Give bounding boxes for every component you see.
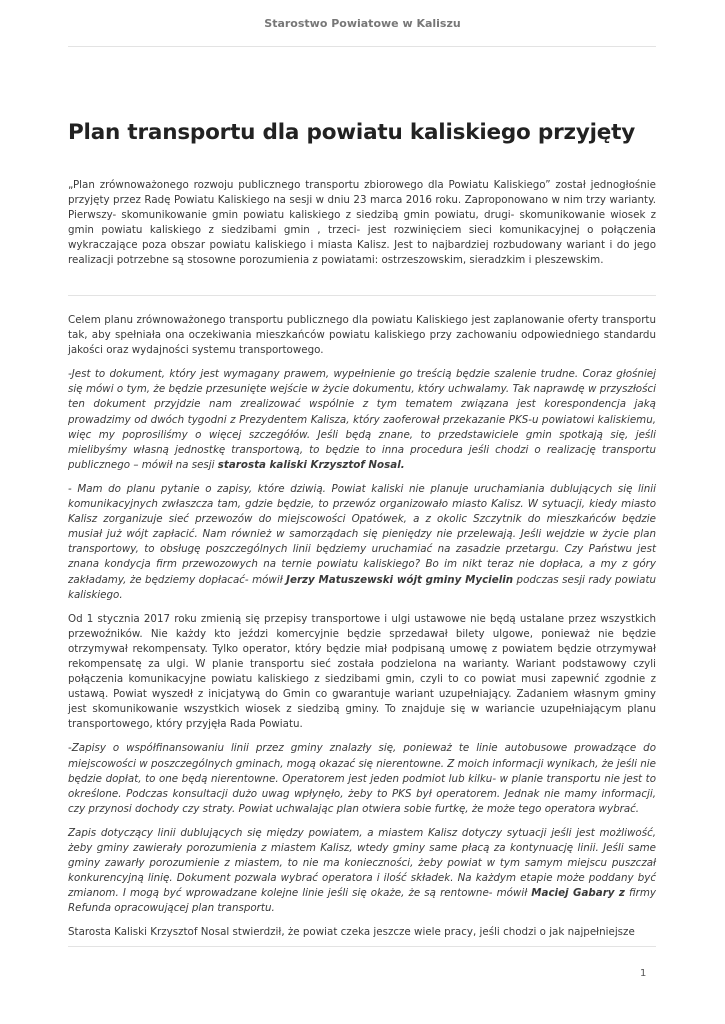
article-title: Plan transportu dla powiatu kaliskiego przyjęty	[68, 120, 636, 145]
quote-4-text: Zapis dotyczący linii dublujących się między powiatem, a miastem Kalisz dotyczy sytuacji jeśli jest możliwość, żeby gminy zawierały porozumienia z miastem Kalisz, wtedy gminy same płacą za kontynuację linii. Jeśli same gminy zawarły porozumienie z miastem, to nie ma konieczności, żeby powiat w tym samym miejscu puszczał konkurencyjną linię. Dokument pozwala wybrać operatora i ilość składek. Na każdym etapie może poddany być zmianom. I mogą być wprowadzane kolejne linie jeśli się okaże, że są rentowne- mówił	[68, 826, 656, 900]
page-number: 1	[640, 968, 647, 979]
quote-paragraph-3: -Zapisy o współfinansowaniu linii przez gminy znalazły się, ponieważ te linie autobusowe prowadzące do miejscowości w poszczególnych gminach, mogą okazać się nierentowne. Z moich informacji wynikach, że jeśli nie będzie dopłat, to one będą nierentowne. Operatorem jest jeden podmiot lub kilku- w planie transportu nie jest to określone. Podczas konsultacji dużo uwag wpłynęło, żeby to PKS był operatorem. Jednak nie mamy informacji, czy przynosi dochody czy straty. Powiat uchwalając plan otwiera sobie furtkę, że może tego operatora wybrać.	[68, 742, 656, 815]
footer-divider	[68, 946, 656, 947]
body-paragraph-1: Celem planu zrównoważonego transportu publicznego dla powiatu Kaliskiego jest zaplanowanie oferty transportu tak, aby spełniała ona oczekiwania mieszkańców powiatu kaliskiego przy zachowaniu odpowiedniego standardu jakości oraz wydajności systemu transportowego.	[68, 314, 656, 357]
lead-divider	[68, 295, 656, 296]
header-divider	[68, 46, 656, 47]
body-paragraph-3: Starosta Kaliski Krzysztof Nosal stwierdził, że powiat czeka jeszcze wiele pracy, jeśli chodzi o jak najpełniejsze	[68, 926, 635, 939]
quote-paragraph-2	[68, 482, 656, 603]
quote-2-tail: podczas sesji rady powiatu kaliskiego.	[68, 573, 657, 601]
quote-4-tail: firmy Refunda opracowującej plan transportu.	[68, 887, 656, 915]
page-header: Starostwo Powiatowe w Kaliszu	[264, 17, 461, 30]
body-paragraph-2: Od 1 stycznia 2017 roku zmienią się przepisy transportowe i ulgi ustawowe nie będą ustalane przez wszystkich przewoźników. Nie każdy kto jeździ komercyjnie będzie sprzedawał bilety ulgowe, ponieważ nie będzie otrzymywał rekompensaty. Tylko operator, który będzie miał podpisaną umowę z powiatem będzie otrzymywał rekompensatę za ulgi. W planie transportu sieć została podzielona na warianty. Wariant podstawowy czyli połączenia komunikacyjne powiatu kaliskiego z siedzibami gmin, czyli to co powiat musi zapewnić zgodnie z ustawą. Powiat wyszedł z inicjatywą do Gmin co gwarantuje wariant uzupełniający. Zadaniem własnym gminy jest skomunikowanie wszystkich wiosek z siedzibą gminy. To znajduje się w wariancie uzupełniającym planu transportowego, który przyjęła Rada Powiatu.	[68, 612, 656, 731]
lead-section	[68, 178, 656, 278]
quote-paragraph-1	[68, 367, 656, 473]
quote-2-text: - Mam do planu pytanie o zapisy, które dziwią. Powiat kaliski nie planuje uruchamiania dublujących się linii komunikacyjnych zwłaszcza tam, gdzie będzie, to przewóz organizowało miasto Kalisz. W sytuacji, kiedy miasto Kalisz zorganizuje sieć przewozów do miejscowości Opatówek, a z okolic Szczytnik do mieszkańców będzie musiał już wójt zapłacić. Nam również w samorządach się pieniędzy nie przelewają. Jeśli wejdzie w życie plan transportowy, to obsługę poszczególnych linii będziemy uruchamiać na zasadzie przetargu. Czy Państwu jest znana kondycja firm przewozowych na ternie powiatu kaliskiego? Bo im nikt teraz nie dopłaca, a my z góry zakładamy, że będziemy dopłacać- mówił	[68, 482, 656, 586]
lead-paragraph: „Plan zrównoważonego rozwoju publicznego transportu zbiorowego dla Powiatu Kaliskiego” został jednogłośnie przyjęty przez Radę Powiatu Kaliskiego na sesji w dniu 23 marca 2016 roku. Zaproponowano w nim trzy warianty. Pierwszy- skomunikowanie gmin powiatu kaliskiego z siedzibą gmin powiatu, drugi- skomunikowanie wiosek z gmin powiatu kaliskiego z siedzibami gmin , trzeci- jest rozwinięciem sieci komunikacyjnej o połączenia wykraczające poza obszar powiatu kaliskiego i miasta Kalisz. Jest to najbardziej rozbudowany wariant i do jego realizacji potrzebne są stosowne porozumienia z powiatami: ostrzeszowskim, sieradzkim i pleszewskim.	[68, 179, 656, 267]
quote-1-text: -Jest to dokument, który jest wymagany prawem, wypełnienie go treścią będzie szalenie trudne. Coraz głośniej się mówi o tym, że będzie przesunięte wejście w życie dokumentu, który uchwalamy. Tak naprawdę w przyszłości ten dokument przyjdzie nam zrealizować wspólnie z tym tematem związana jest korespondencja jaką prowadzimy od dwóch tygodni z Prezydentem Kalisza, który zaoferował przekazanie PKS-u powiatowi kaliskiemu, więc my poprosiliśmy o więcej szczegółów. Jeśli będą znane, to przedstawiciele gmin spotkają się, jeśli mielibyśmy własną jednostkę transportową, to będzie to inna procedura jeśli chodzi o realizację transportu publicznego – mówił na sesji	[68, 368, 656, 471]
quote-1-speaker: starosta kaliski Krzysztof Nosal.	[217, 458, 405, 471]
quote-paragraph-4	[68, 826, 656, 917]
quote-2-speaker: Jerzy Matuszewski wójt gminy Mycielin	[286, 573, 514, 586]
quote-4-speaker: Maciej Gabary z	[531, 887, 625, 900]
article-body	[68, 313, 656, 950]
